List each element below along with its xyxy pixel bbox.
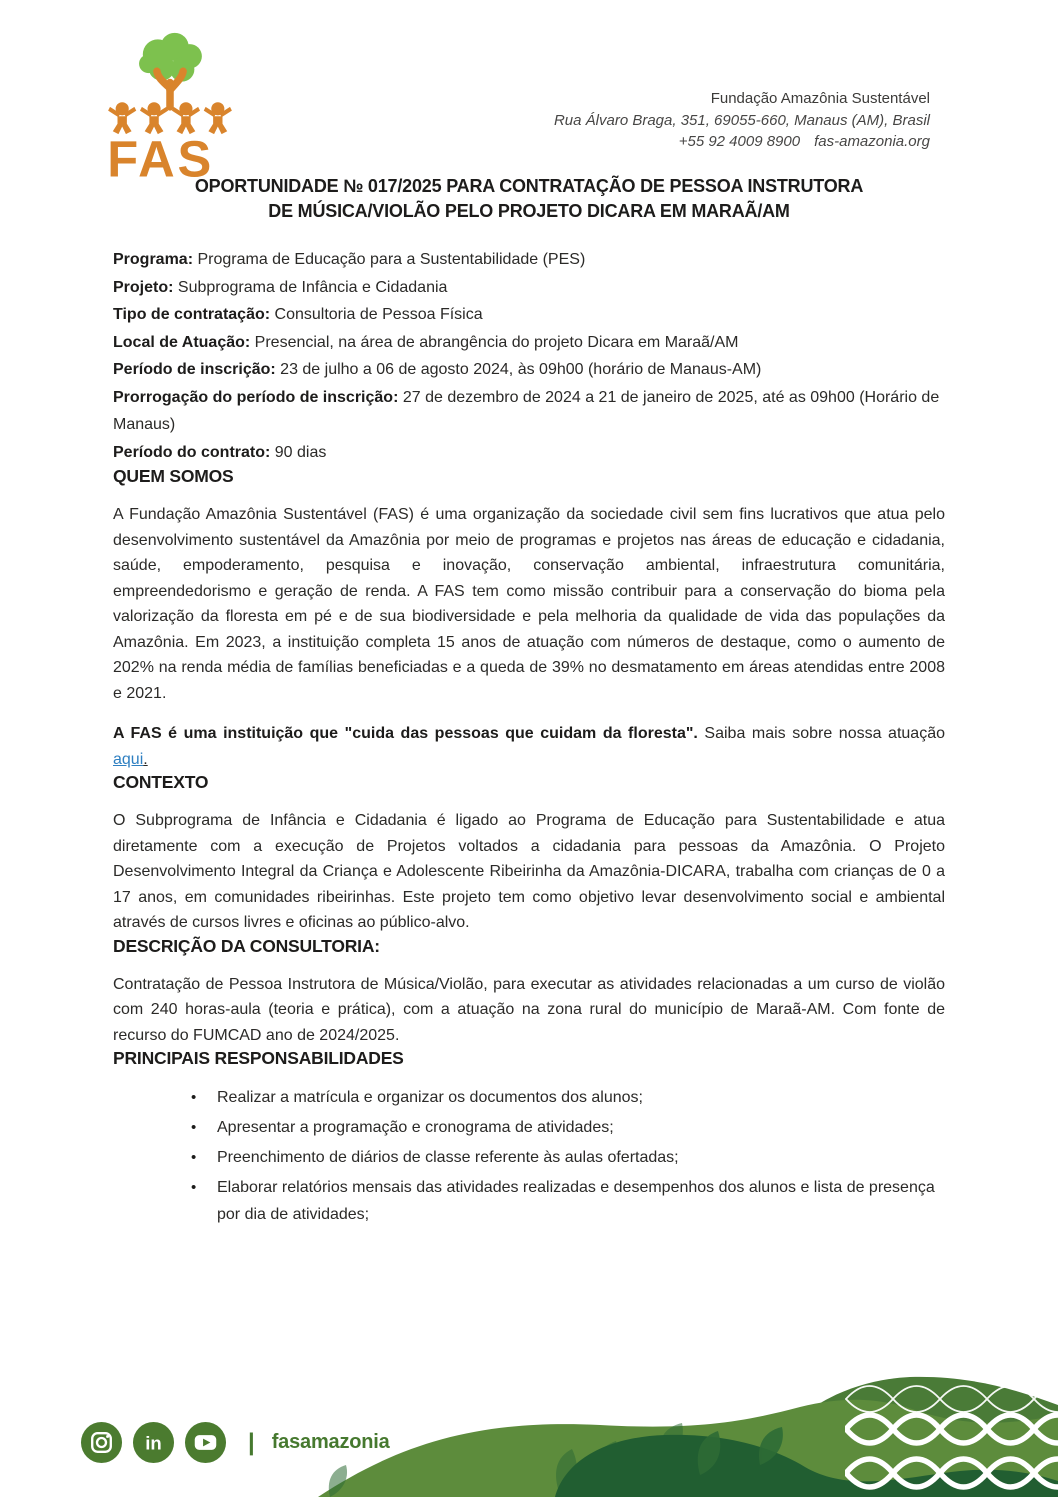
bullet-icon: • — [191, 1089, 197, 1106]
quem-somos-paragraph-2: A FAS é uma instituição que "cuida das pessoas que cuidam da floresta". Saiba mais sobre nossa atuação aqui. — [113, 725, 945, 768]
contexto-paragraph: O Subprograma de Infância e Cidadania é ligado ao Programa de Educação para Sustentabilidade e atua diretamente com a execução de Projetos voltados a cidadania para pessoas da Amazônia. O Projeto Desenvolvimento Integral da Criança e Adolescente Ribeirinha da Amazônia-DICARA, trabalha com crianças de 0 a 17 anos, em comunidades ribeirinhas. Este projeto tem como objetivo levar desenvolvimento social e ambiental através de cursos livres e oficinas ao público-alvo. — [113, 812, 945, 931]
document-title-line1: OPORTUNIDADE № 017/2025 PARA CONTRATAÇÃO DE PESSOA INSTRUTORA — [194, 176, 864, 196]
org-address: Rua Álvaro Braga, 351, 69055-660, Manaus (AM), Brasil — [553, 111, 930, 129]
social-handle: fasamazonia — [271, 1431, 390, 1453]
fas-logo — [95, 30, 245, 180]
social-bar — [80, 1421, 390, 1464]
aqui-link[interactable]: aqui — [113, 750, 144, 768]
svg-text:in: in — [145, 1432, 162, 1454]
descricao-paragraph: Contratação de Pessoa Instrutora de Música/Violão, para executar as atividades relacionadas a um curso de violão com 240 horas-aula (teoria e prática), com a atuação na zona rural do município de Maraã-AM. Com fonte de recurso do FUMCAD ano de 2024/2025. — [113, 975, 945, 1044]
detail-programa: Programa: Programa de Educação para a Sustentabilidade (PES) — [113, 251, 586, 268]
section-heading-responsabilidades: PRINCIPAIS RESPONSABILIDADES — [113, 1048, 404, 1068]
contact-block — [554, 88, 930, 153]
detail-tipo-contratacao: Tipo de contratação: Consultoria de Pessoa Física — [113, 306, 483, 323]
bullet-icon: • — [191, 1179, 197, 1196]
document-title-line2: DE MÚSICA/VIOLÃO PELO PROJETO DICARA EM MARAÃ/AM — [268, 201, 790, 221]
instagram-icon[interactable] — [80, 1421, 123, 1464]
list-item: • Preenchimento de diários de classe referente às aulas ofertadas; — [191, 1144, 945, 1171]
opportunity-details — [113, 246, 945, 466]
detail-periodo-inscricao: Período de inscrição: 23 de julho a 06 de agosto 2024, às 09h00 (horário de Manaus-AM) — [113, 361, 762, 378]
logo-text: FAS — [107, 130, 215, 180]
detail-periodo-contrato: Período do contrato: 90 dias — [113, 443, 327, 461]
org-phone: +55 92 4009 8900 — [678, 133, 801, 150]
section-heading-quem-somos: QUEM SOMOS — [113, 466, 234, 486]
org-name: Fundação Amazônia Sustentável — [710, 90, 930, 107]
youtube-icon[interactable] — [184, 1421, 227, 1464]
detail-prorrogacao: Prorrogação do período de inscrição: 27 de dezembro de 2024 a 21 de janeiro de 2025, até as 09h00 (Horário de Manaus) — [113, 388, 940, 433]
linkedin-icon[interactable] — [132, 1421, 175, 1464]
detail-projeto: Projeto: Subprograma de Infância e Cidadania — [113, 278, 448, 296]
detail-local-atuacao: Local de Atuação: Presencial, na área de abrangência do projeto Dicara em Maraã/AM — [113, 333, 739, 351]
section-heading-descricao: DESCRIÇÃO DA CONSULTORIA: — [113, 935, 380, 956]
page-header — [0, 0, 1058, 180]
page-footer — [0, 1365, 1058, 1497]
section-heading-contexto: CONTEXTO — [113, 772, 209, 792]
bullet-icon: • — [191, 1119, 197, 1136]
quem-somos-paragraph-1: A Fundação Amazônia Sustentável (FAS) é uma organização da sociedade civil sem fins lucrativos que atua pelo desenvolvimento sustentável da Amazônia por meio de programas e projetos nas áreas de educação e cidadania, saúde, empoderamento, pesquisa e inovação, conservação ambiental, infraestrutura comunitária, empreendedorismo e geração de renda. A FAS tem como missão contribuir para a conservação do bioma pela valorização da floresta em pé e de sua biodiversidade e pela melhoria da qualidade de vida das populações da Amazônia. Em 2023, a instituição completa 15 anos de atuação com números de destaque, como o aumento de 202% na renda média de famílias beneficiadas e a queda de 39% no desmatamento em áreas atendidas entre 2008 e 2021. — [113, 506, 945, 702]
org-phone-site — [554, 131, 930, 153]
responsibilities-list — [113, 1084, 945, 1228]
list-item: • Realizar a matrícula e organizar os documentos dos alunos; — [191, 1084, 945, 1111]
document-body — [0, 246, 1058, 1228]
tree-icon — [139, 33, 202, 82]
org-website: fas-amazonia.org — [814, 133, 930, 150]
list-item: • Apresentar a programação e cronograma de atividades; — [191, 1114, 945, 1141]
bullet-icon: • — [191, 1149, 197, 1166]
list-item: • Elaborar relatórios mensais das atividades realizadas e desempenhos dos alunos e lista de presença por dia de atividades; — [191, 1174, 945, 1228]
document-title — [0, 174, 1058, 224]
footer-divider: | — [248, 1429, 255, 1456]
